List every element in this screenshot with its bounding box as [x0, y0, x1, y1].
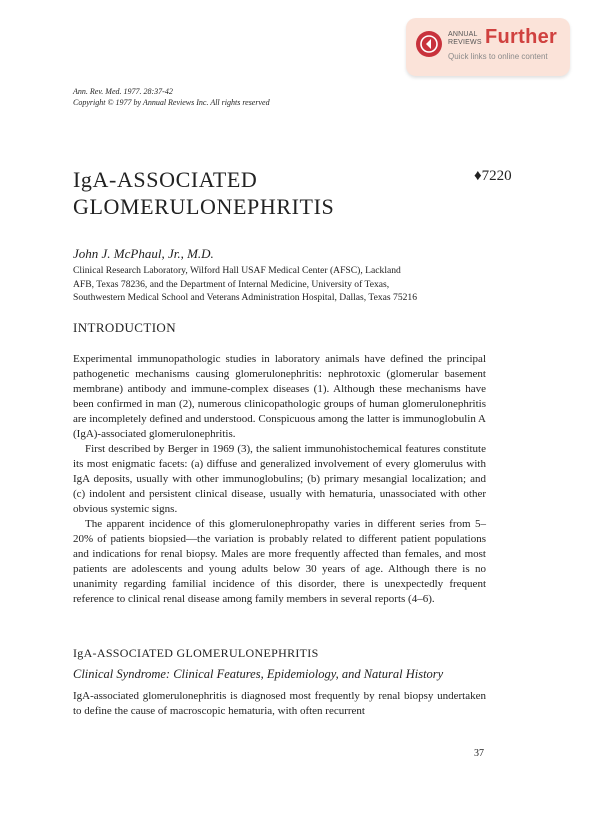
subsection-heading-clinical: Clinical Syndrome: Clinical Features, Epidemiology, and Natural History [73, 667, 444, 681]
section-heading-iga: IgA-ASSOCIATED GLOMERULONEPHRITIS [73, 646, 319, 660]
affiliation-line2: AFB, Texas 78236, and the Department of Internal Medicine, University of Texas, [73, 278, 390, 290]
introduction-body [73, 352, 486, 607]
journal-citation-line: Ann. Rev. Med. 1977. 28:37-42 [73, 87, 173, 96]
section-heading-introduction: INTRODUCTION [73, 320, 177, 335]
annual-reviews-further-badge[interactable] [406, 18, 570, 76]
affiliation-line1: Clinical Research Laboratory, Wilford Hall USAF Medical Center (AFSC), Lackland [73, 265, 401, 276]
copyright-line: Copyright © 1977 by Annual Reviews Inc. All rights reserved [73, 98, 270, 107]
paragraph: First described by Berger in 1969 (3), the salient immunohistochemical features constitute its most enigmatic facets: (a) diffuse and generalized involvement of every glomerulus with IgA deposits, usually with other immunoglobulins; (b) primary mesangial localization; and (c) indolent and persistent clinical disease, usually with hematuria, unassociated with other obvious systemic signs. [73, 443, 486, 515]
article-title-line2: GLOMERULONEPHRITIS [73, 194, 335, 219]
page-number: 37 [474, 748, 484, 759]
badge-further-text: Further [485, 26, 558, 48]
article-title-line1: IgA-ASSOCIATED [73, 167, 258, 192]
journal-citation [73, 86, 270, 108]
article-title [73, 166, 403, 220]
author-affiliation [73, 264, 417, 305]
author-name: John J. McPhaul, Jr., M.D. [73, 246, 214, 261]
affiliation-line3: Southwestern Medical School and Veterans Administration Hospital, Dallas, Texas 75216 [73, 292, 418, 303]
badge-tagline: Quick links to online content [448, 52, 548, 61]
paragraph: IgA-associated glomerulonephritis is diagnosed most frequently by renal biopsy undertaken to define the cause of macroscopic hematuria, with often recurrent [73, 690, 486, 717]
article-code: ♦7220 [474, 168, 512, 184]
badge-publisher-label [448, 31, 482, 47]
paragraph: The apparent incidence of this glomerulonephropathy varies in different series from 5–20% of patients biopsied—the variation is probably related to different patient populations and indications for renal biopsy. Males are more frequently affected than females, and most patients are adolescents and young adults below 30 years of age. Although there is no unanimity regarding familial incidence of this disorder, there is unexpectedly frequent reference to clinical renal disease among family members in several reports (4–6). [73, 518, 486, 605]
paragraph: Experimental immunopathologic studies in laboratory animals have defined the principal pathogenetic mechanisms causing glomerulonephritis: nephrotoxic (glomerular basement membrane) antibody and immune-complex diseases (1). Although these mechanisms have been confirmed in man (2), numerous clinicopathologic groups of human glomerulonephritis are incompletely defined and understood. Conspicuous among the latter is immunoglobulin A (IgA)-associated glomerulonephritis. [73, 353, 486, 440]
badge-annual-text: ANNUAL [448, 31, 478, 38]
play-arrow-icon [416, 31, 442, 57]
badge-reviews-text: REVIEWS [448, 39, 482, 46]
iga-body [73, 689, 486, 719]
